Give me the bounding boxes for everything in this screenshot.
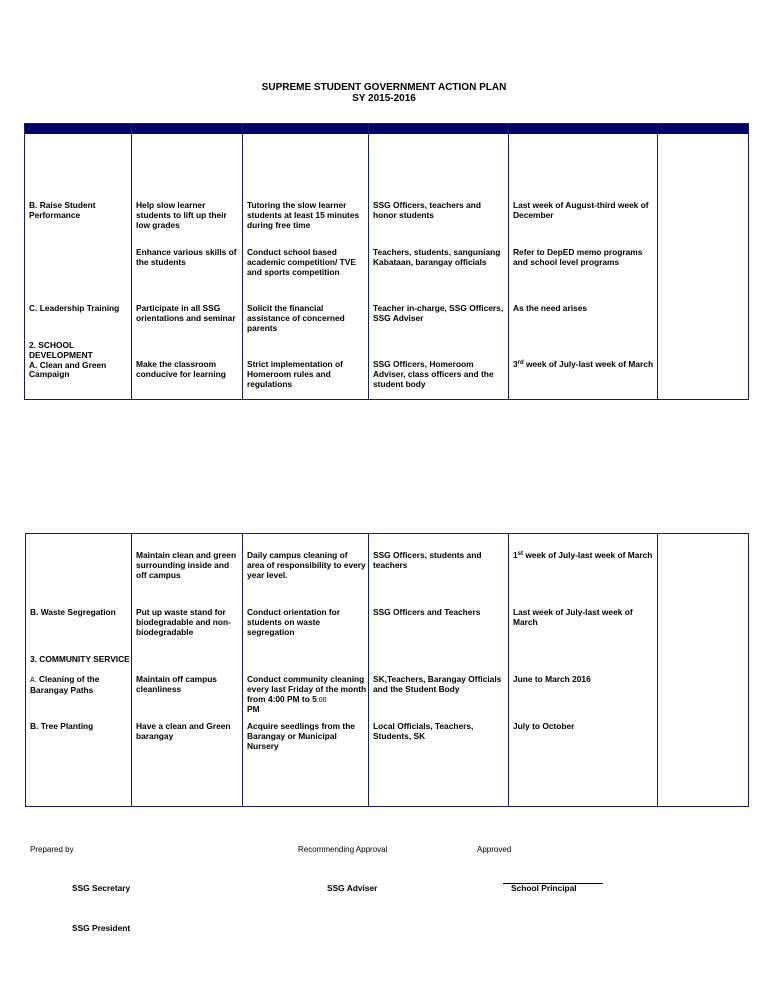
section-heading: 2. SCHOOL DEVELOPMENT [29, 340, 93, 360]
table-cell: SK,Teachers, Barangay Officials and the Student Body [373, 674, 502, 694]
table-cell: B. Raise Student Performance [29, 200, 96, 220]
table-cell: Acquire seedlings from the Barangay or Municipal Nursery [247, 721, 355, 751]
table-cell: Maintain clean and green surrounding inside and off campus [136, 550, 237, 580]
action-plan-table-2 [25, 533, 749, 807]
table-cell: A. Cleaning of the Barangay Paths [30, 674, 100, 695]
table-header-bar [25, 124, 748, 134]
school-principal: School Principal [511, 883, 577, 893]
table-cell: 1st week of July-last week of March [513, 550, 653, 560]
table-cell: Enhance various skills of the students [136, 247, 237, 267]
table-cell: Refer to DepED memo programs and school level programs [513, 247, 643, 267]
table-cell: Put up waste stand for biodegradable and non-biodegradable [136, 607, 231, 637]
table-cell: Help slow learner students to lift up their low grades [136, 200, 227, 230]
table-cell: As the need arises [513, 303, 588, 313]
ssg-president: SSG President [72, 923, 131, 933]
table-cell: June to March 2016 [513, 674, 591, 684]
table-cell: Local Officials, Teachers, Students, SK [373, 721, 474, 741]
ssg-adviser: SSG Adviser [327, 883, 378, 893]
table-cell: Have a clean and Green barangay [136, 721, 231, 741]
table-cell: Tutoring the slow learner students at least 15 minutes during free time [247, 200, 360, 230]
table-cell: 3rd week of July-last week of March [513, 359, 654, 369]
table-cell: Last week of August-third week of December [513, 200, 649, 220]
prepared-by-label: Prepared by [30, 845, 74, 854]
table-cell: Conduct community cleaning every last Friday of the month from 4:00 PM to 5:00 PM [247, 674, 367, 715]
action-plan-table-1 [24, 123, 749, 400]
table-cell [29, 341, 109, 380]
table-cell: July to October [513, 721, 575, 731]
table-cell: Make the classroom conducive for learning [136, 359, 226, 379]
table-cell: SSG Officers, teachers and honor students [373, 200, 481, 220]
table-cell: SSG Officers and Teachers [373, 607, 481, 617]
ssg-secretary: SSG Secretary [72, 883, 131, 893]
table-cell: Daily campus cleaning of area of responsibility to every year level. [247, 550, 366, 580]
table-cell: Last week of July-last week of March [513, 607, 633, 627]
approved-label: Approved [477, 845, 512, 854]
table-cell: Solicit the financial assistance of concerned parents [247, 303, 345, 333]
table-cell: Teachers, students, sanguniang Kabataan, barangay officials [373, 247, 501, 267]
table-cell: B. Waste Segregation [30, 607, 116, 617]
table-cell: Maintain off campus cleanliness [136, 674, 217, 694]
table-cell: Participate in all SSG orientations and seminar [136, 303, 236, 323]
table-cell: SSG Officers, Homeroom Adviser, class officers and the student body [373, 359, 494, 389]
table-cell: Conduct school based academic competition/ TVE and sports competition [247, 247, 356, 277]
recommending-approval-label: Recommending Approval [298, 845, 388, 854]
table-cell: Strict implementation of Homeroom rules and regulations [247, 359, 343, 389]
section-heading: 3. COMMUNITY SERVICE [30, 654, 130, 664]
page-title: SUPREME STUDENT GOVERNMENT ACTION PLAN [261, 82, 507, 93]
table-cell: Conduct orientation for students on waste segregation [247, 607, 341, 637]
table-cell: Teacher in-charge, SSG Officers, SSG Adviser [373, 303, 504, 323]
area-label: A. Clean and Green Campaign [29, 359, 107, 380]
table-cell: C. Leadership Training [29, 303, 120, 313]
table-cell: B. Tree Planting [30, 721, 94, 731]
table-cell: SSG Officers, students and teachers [373, 550, 482, 570]
school-year: SY 2015-2016 [352, 93, 416, 104]
